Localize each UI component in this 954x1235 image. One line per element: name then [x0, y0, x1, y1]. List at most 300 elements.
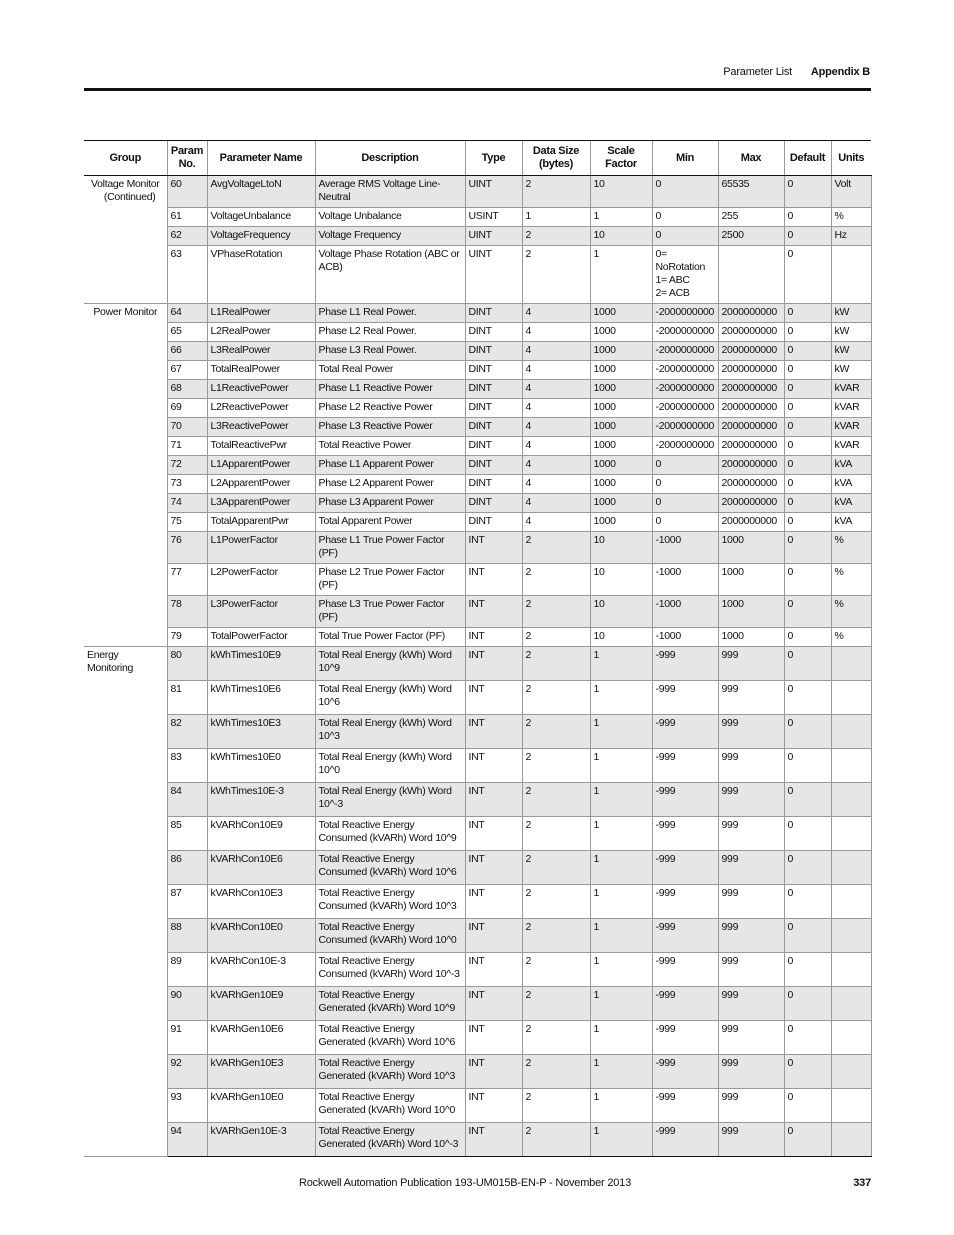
- cell-min: -2000000000: [652, 437, 718, 456]
- cell-param-no: 81: [167, 681, 207, 715]
- cell-scale-factor: 1000: [590, 342, 652, 361]
- cell-data-size-bytes: 2: [522, 851, 590, 885]
- cell-max: 1000: [718, 628, 784, 647]
- table-row: [84, 749, 871, 783]
- cell-type: DINT: [465, 399, 522, 418]
- cell-data-size-bytes: 2: [522, 628, 590, 647]
- cell-data-size-bytes: 2: [522, 715, 590, 749]
- table-row: [84, 532, 871, 564]
- cell-default: 0: [784, 494, 831, 513]
- cell-description: Phase L2 Apparent Power: [315, 475, 465, 494]
- table-row: [84, 596, 871, 628]
- cell-units: [831, 919, 871, 953]
- cell-parameter-name: kVARhGen10E6: [207, 1021, 315, 1055]
- column-header: Param No.: [167, 141, 207, 176]
- cell-min: -2000000000: [652, 304, 718, 323]
- cell-max: 999: [718, 1089, 784, 1123]
- cell-max: 1000: [718, 564, 784, 596]
- cell-max: 999: [718, 885, 784, 919]
- cell-scale-factor: 1: [590, 1021, 652, 1055]
- cell-type: DINT: [465, 380, 522, 399]
- cell-scale-factor: 10: [590, 596, 652, 628]
- cell-param-no: 65: [167, 323, 207, 342]
- group-continued-note: (Continued): [103, 191, 156, 203]
- cell-scale-factor: 10: [590, 628, 652, 647]
- cell-description: Total Real Power: [315, 361, 465, 380]
- cell-scale-factor: 10: [590, 227, 652, 246]
- cell-data-size-bytes: 4: [522, 323, 590, 342]
- cell-min: -2000000000: [652, 380, 718, 399]
- cell-param-no: 77: [167, 564, 207, 596]
- cell-type: INT: [465, 987, 522, 1021]
- cell-param-no: 94: [167, 1123, 207, 1157]
- cell-scale-factor: 1: [590, 817, 652, 851]
- cell-parameter-name: TotalReactivePwr: [207, 437, 315, 456]
- cell-type: INT: [465, 783, 522, 817]
- group-name: Power Monitor: [93, 306, 158, 318]
- cell-min: -2000000000: [652, 323, 718, 342]
- cell-param-no: 62: [167, 227, 207, 246]
- cell-max: 999: [718, 987, 784, 1021]
- cell-param-no: 71: [167, 437, 207, 456]
- cell-min: -999: [652, 1021, 718, 1055]
- publication-info: Rockwell Automation Publication 193-UM015B-EN-P - November 2013: [298, 1177, 631, 1189]
- cell-units: kVA: [831, 475, 871, 494]
- cell-description: Total Reactive Energy Consumed (kVARh) Word 10^-3: [315, 953, 465, 987]
- cell-parameter-name: L3PowerFactor: [207, 596, 315, 628]
- cell-description: Phase L3 Real Power.: [315, 342, 465, 361]
- cell-type: INT: [465, 749, 522, 783]
- cell-description: Total Reactive Energy Consumed (kVARh) Word 10^0: [315, 919, 465, 953]
- cell-data-size-bytes: 2: [522, 1055, 590, 1089]
- cell-default: 0: [784, 851, 831, 885]
- cell-type: INT: [465, 1055, 522, 1089]
- cell-max: 2000000000: [718, 323, 784, 342]
- cell-description: Total Reactive Energy Generated (kVARh) Word 10^9: [315, 987, 465, 1021]
- table-row: [84, 361, 871, 380]
- cell-type: DINT: [465, 323, 522, 342]
- cell-units: kW: [831, 304, 871, 323]
- cell-type: INT: [465, 817, 522, 851]
- cell-units: kVAR: [831, 418, 871, 437]
- cell-units: kW: [831, 342, 871, 361]
- cell-type: INT: [465, 564, 522, 596]
- cell-max: 999: [718, 1055, 784, 1089]
- cell-scale-factor: 1000: [590, 513, 652, 532]
- column-header: Default: [784, 141, 831, 176]
- cell-description: Total Real Energy (kWh) Word 10^-3: [315, 783, 465, 817]
- cell-max: 999: [718, 919, 784, 953]
- table-row: [84, 494, 871, 513]
- cell-units: kW: [831, 361, 871, 380]
- table-row: [84, 817, 871, 851]
- cell-type: INT: [465, 851, 522, 885]
- table-row: [84, 304, 871, 323]
- cell-scale-factor: 1: [590, 987, 652, 1021]
- cell-data-size-bytes: 2: [522, 1021, 590, 1055]
- cell-data-size-bytes: 4: [522, 304, 590, 323]
- cell-max: 999: [718, 783, 784, 817]
- cell-data-size-bytes: 2: [522, 647, 590, 681]
- cell-max: 999: [718, 647, 784, 681]
- cell-description: Voltage Unbalance: [315, 208, 465, 227]
- cell-param-no: 91: [167, 1021, 207, 1055]
- cell-description: Voltage Phase Rotation (ABC or ACB): [315, 246, 465, 304]
- cell-param-no: 92: [167, 1055, 207, 1089]
- cell-units: kVAR: [831, 399, 871, 418]
- cell-type: DINT: [465, 494, 522, 513]
- cell-scale-factor: 1: [590, 1123, 652, 1157]
- cell-param-no: 73: [167, 475, 207, 494]
- cell-min: 0: [652, 176, 718, 208]
- cell-description: Total Reactive Energy Generated (kVARh) Word 10^0: [315, 1089, 465, 1123]
- cell-data-size-bytes: 2: [522, 246, 590, 304]
- cell-min: -1000: [652, 596, 718, 628]
- group-cell: [84, 176, 167, 304]
- cell-param-no: 78: [167, 596, 207, 628]
- cell-data-size-bytes: 4: [522, 418, 590, 437]
- cell-min: 0: [652, 475, 718, 494]
- cell-units: [831, 715, 871, 749]
- table-row: [84, 1021, 871, 1055]
- table-row: [84, 227, 871, 246]
- cell-description: Phase L1 Real Power.: [315, 304, 465, 323]
- cell-scale-factor: 1: [590, 783, 652, 817]
- cell-max: 1000: [718, 532, 784, 564]
- cell-description: Total Reactive Energy Consumed (kVARh) Word 10^6: [315, 851, 465, 885]
- cell-type: DINT: [465, 475, 522, 494]
- cell-parameter-name: VPhaseRotation: [207, 246, 315, 304]
- cell-description: Phase L1 Apparent Power: [315, 456, 465, 475]
- cell-max: 2000000000: [718, 380, 784, 399]
- cell-scale-factor: 1000: [590, 304, 652, 323]
- cell-units: [831, 1021, 871, 1055]
- cell-max: 2000000000: [718, 494, 784, 513]
- group-cell: [84, 647, 167, 1157]
- cell-max: 999: [718, 851, 784, 885]
- cell-default: 0: [784, 1089, 831, 1123]
- column-header: Group: [84, 141, 167, 176]
- cell-parameter-name: kVARhGen10E9: [207, 987, 315, 1021]
- cell-units: kVAR: [831, 437, 871, 456]
- cell-units: %: [831, 532, 871, 564]
- cell-min: -999: [652, 919, 718, 953]
- cell-default: 0: [784, 227, 831, 246]
- cell-parameter-name: L3ApparentPower: [207, 494, 315, 513]
- cell-default: 0: [784, 532, 831, 564]
- cell-min: -999: [652, 1123, 718, 1157]
- cell-type: DINT: [465, 361, 522, 380]
- cell-parameter-name: kWhTimes10E6: [207, 681, 315, 715]
- cell-description: Total Reactive Energy Generated (kVARh) Word 10^3: [315, 1055, 465, 1089]
- table-row: [84, 628, 871, 647]
- cell-description: Total Reactive Energy Consumed (kVARh) Word 10^3: [315, 885, 465, 919]
- cell-description: Total Real Energy (kWh) Word 10^3: [315, 715, 465, 749]
- cell-units: [831, 1055, 871, 1089]
- cell-units: [831, 1089, 871, 1123]
- cell-param-no: 89: [167, 953, 207, 987]
- cell-default: 0: [784, 418, 831, 437]
- table-row: [84, 208, 871, 227]
- cell-min: -2000000000: [652, 418, 718, 437]
- cell-type: INT: [465, 885, 522, 919]
- cell-description: Phase L3 True Power Factor (PF): [315, 596, 465, 628]
- cell-units: [831, 885, 871, 919]
- cell-scale-factor: 1: [590, 715, 652, 749]
- cell-description: Total True Power Factor (PF): [315, 628, 465, 647]
- cell-max: 255: [718, 208, 784, 227]
- table-row: [84, 399, 871, 418]
- cell-scale-factor: 1000: [590, 399, 652, 418]
- cell-data-size-bytes: 2: [522, 1123, 590, 1157]
- table-row: [84, 1089, 871, 1123]
- cell-parameter-name: kVARhCon10E3: [207, 885, 315, 919]
- column-header: Type: [465, 141, 522, 176]
- cell-description: Phase L2 Real Power.: [315, 323, 465, 342]
- cell-parameter-name: L1RealPower: [207, 304, 315, 323]
- cell-data-size-bytes: 4: [522, 361, 590, 380]
- cell-data-size-bytes: 4: [522, 399, 590, 418]
- cell-default: 0: [784, 1123, 831, 1157]
- cell-description: Average RMS Voltage Line-Neutral: [315, 176, 465, 208]
- cell-units: %: [831, 628, 871, 647]
- cell-data-size-bytes: 2: [522, 749, 590, 783]
- parameter-table: [84, 140, 872, 1157]
- cell-description: Phase L3 Reactive Power: [315, 418, 465, 437]
- cell-units: %: [831, 564, 871, 596]
- cell-parameter-name: AvgVoltageLtoN: [207, 176, 315, 208]
- cell-data-size-bytes: 4: [522, 475, 590, 494]
- cell-min: 0: [652, 208, 718, 227]
- table-row: [84, 342, 871, 361]
- cell-scale-factor: 1: [590, 1055, 652, 1089]
- cell-description: Phase L3 Apparent Power: [315, 494, 465, 513]
- cell-max: 2000000000: [718, 513, 784, 532]
- cell-data-size-bytes: 4: [522, 342, 590, 361]
- cell-parameter-name: L2ApparentPower: [207, 475, 315, 494]
- table-row: [84, 953, 871, 987]
- table-row: [84, 851, 871, 885]
- cell-max: 999: [718, 1021, 784, 1055]
- cell-type: INT: [465, 1089, 522, 1123]
- cell-parameter-name: L2PowerFactor: [207, 564, 315, 596]
- cell-units: [831, 749, 871, 783]
- cell-param-no: 74: [167, 494, 207, 513]
- cell-default: 0: [784, 304, 831, 323]
- cell-type: DINT: [465, 456, 522, 475]
- cell-min: -999: [652, 647, 718, 681]
- cell-description: Phase L1 Reactive Power: [315, 380, 465, 399]
- table-row: [84, 1123, 871, 1157]
- cell-units: Volt: [831, 176, 871, 208]
- cell-min: 0= NoRotation 1= ABC 2= ACB: [652, 246, 718, 304]
- cell-type: INT: [465, 532, 522, 564]
- cell-max: 999: [718, 715, 784, 749]
- cell-default: 0: [784, 817, 831, 851]
- cell-param-no: 84: [167, 783, 207, 817]
- cell-data-size-bytes: 2: [522, 176, 590, 208]
- cell-scale-factor: 1000: [590, 380, 652, 399]
- cell-data-size-bytes: 4: [522, 380, 590, 399]
- table-row: [84, 418, 871, 437]
- cell-data-size-bytes: 2: [522, 1089, 590, 1123]
- column-header: Units: [831, 141, 871, 176]
- table-row: [84, 176, 871, 208]
- cell-default: 0: [784, 208, 831, 227]
- cell-min: -1000: [652, 532, 718, 564]
- cell-min: -999: [652, 885, 718, 919]
- group-name: Energy Monitoring: [87, 649, 134, 674]
- cell-param-no: 88: [167, 919, 207, 953]
- section-title: Parameter List: [723, 66, 793, 78]
- cell-param-no: 67: [167, 361, 207, 380]
- cell-parameter-name: L2ReactivePower: [207, 399, 315, 418]
- cell-description: Total Real Energy (kWh) Word 10^0: [315, 749, 465, 783]
- cell-min: -2000000000: [652, 399, 718, 418]
- cell-param-no: 76: [167, 532, 207, 564]
- cell-default: 0: [784, 953, 831, 987]
- cell-max: 2500: [718, 227, 784, 246]
- cell-parameter-name: L1PowerFactor: [207, 532, 315, 564]
- cell-scale-factor: 1000: [590, 361, 652, 380]
- cell-scale-factor: 1: [590, 851, 652, 885]
- cell-min: -999: [652, 749, 718, 783]
- cell-max: 999: [718, 1123, 784, 1157]
- cell-min: -999: [652, 681, 718, 715]
- table-row: [84, 437, 871, 456]
- cell-type: USINT: [465, 208, 522, 227]
- cell-units: kVA: [831, 513, 871, 532]
- cell-scale-factor: 1: [590, 885, 652, 919]
- table-row: [84, 323, 871, 342]
- cell-parameter-name: kWhTimes10E3: [207, 715, 315, 749]
- cell-default: 0: [784, 749, 831, 783]
- cell-data-size-bytes: 2: [522, 953, 590, 987]
- cell-param-no: 87: [167, 885, 207, 919]
- cell-scale-factor: 1000: [590, 323, 652, 342]
- cell-min: 0: [652, 227, 718, 246]
- cell-units: [831, 851, 871, 885]
- cell-parameter-name: kWhTimes10E-3: [207, 783, 315, 817]
- cell-max: 999: [718, 817, 784, 851]
- cell-param-no: 79: [167, 628, 207, 647]
- cell-param-no: 85: [167, 817, 207, 851]
- cell-description: Total Real Energy (kWh) Word 10^9: [315, 647, 465, 681]
- cell-default: 0: [784, 564, 831, 596]
- cell-units: [831, 681, 871, 715]
- cell-parameter-name: kVARhGen10E0: [207, 1089, 315, 1123]
- cell-max: 2000000000: [718, 342, 784, 361]
- cell-description: Total Apparent Power: [315, 513, 465, 532]
- cell-param-no: 93: [167, 1089, 207, 1123]
- cell-data-size-bytes: 2: [522, 564, 590, 596]
- cell-default: 0: [784, 1055, 831, 1089]
- cell-param-no: 66: [167, 342, 207, 361]
- cell-default: 0: [784, 246, 831, 304]
- cell-min: 0: [652, 494, 718, 513]
- table-row: [84, 647, 871, 681]
- table-header: [84, 141, 871, 176]
- cell-min: -999: [652, 715, 718, 749]
- cell-default: 0: [784, 783, 831, 817]
- cell-max: 999: [718, 953, 784, 987]
- cell-max: [718, 246, 784, 304]
- cell-units: kVA: [831, 494, 871, 513]
- cell-param-no: 63: [167, 246, 207, 304]
- cell-parameter-name: kVARhCon10E-3: [207, 953, 315, 987]
- cell-data-size-bytes: 2: [522, 681, 590, 715]
- cell-parameter-name: VoltageFrequency: [207, 227, 315, 246]
- cell-units: [831, 647, 871, 681]
- cell-scale-factor: 1: [590, 1089, 652, 1123]
- cell-description: Total Reactive Energy Generated (kVARh) Word 10^-3: [315, 1123, 465, 1157]
- appendix-label: Appendix B: [810, 66, 870, 78]
- cell-default: 0: [784, 361, 831, 380]
- table-row: [84, 681, 871, 715]
- cell-default: 0: [784, 885, 831, 919]
- cell-type: INT: [465, 628, 522, 647]
- cell-parameter-name: TotalApparentPwr: [207, 513, 315, 532]
- cell-max: 2000000000: [718, 361, 784, 380]
- cell-data-size-bytes: 2: [522, 885, 590, 919]
- cell-parameter-name: TotalRealPower: [207, 361, 315, 380]
- cell-param-no: 83: [167, 749, 207, 783]
- cell-param-no: 75: [167, 513, 207, 532]
- cell-param-no: 60: [167, 176, 207, 208]
- cell-param-no: 82: [167, 715, 207, 749]
- cell-min: -999: [652, 783, 718, 817]
- cell-param-no: 61: [167, 208, 207, 227]
- column-header: Scale Factor: [590, 141, 652, 176]
- cell-default: 0: [784, 437, 831, 456]
- cell-param-no: 70: [167, 418, 207, 437]
- cell-type: INT: [465, 715, 522, 749]
- cell-data-size-bytes: 4: [522, 513, 590, 532]
- table-row: [84, 1055, 871, 1089]
- cell-param-no: 69: [167, 399, 207, 418]
- cell-data-size-bytes: 2: [522, 817, 590, 851]
- cell-default: 0: [784, 475, 831, 494]
- cell-default: 0: [784, 987, 831, 1021]
- cell-type: INT: [465, 1123, 522, 1157]
- cell-units: [831, 246, 871, 304]
- cell-description: Phase L2 Reactive Power: [315, 399, 465, 418]
- cell-data-size-bytes: 1: [522, 208, 590, 227]
- cell-parameter-name: kVARhCon10E9: [207, 817, 315, 851]
- cell-min: -1000: [652, 628, 718, 647]
- cell-scale-factor: 1: [590, 647, 652, 681]
- group-name: Voltage Monitor: [91, 178, 160, 190]
- cell-scale-factor: 10: [590, 532, 652, 564]
- cell-data-size-bytes: 2: [522, 987, 590, 1021]
- cell-default: 0: [784, 513, 831, 532]
- cell-type: DINT: [465, 418, 522, 437]
- cell-default: 0: [784, 342, 831, 361]
- cell-default: 0: [784, 919, 831, 953]
- table-row: [84, 246, 871, 304]
- cell-max: 999: [718, 681, 784, 715]
- cell-min: -999: [652, 1055, 718, 1089]
- cell-type: INT: [465, 647, 522, 681]
- cell-parameter-name: kVARhGen10E-3: [207, 1123, 315, 1157]
- cell-type: INT: [465, 953, 522, 987]
- cell-param-no: 80: [167, 647, 207, 681]
- cell-parameter-name: L3ReactivePower: [207, 418, 315, 437]
- column-header: Description: [315, 141, 465, 176]
- cell-param-no: 90: [167, 987, 207, 1021]
- cell-min: -2000000000: [652, 361, 718, 380]
- cell-parameter-name: L1ApparentPower: [207, 456, 315, 475]
